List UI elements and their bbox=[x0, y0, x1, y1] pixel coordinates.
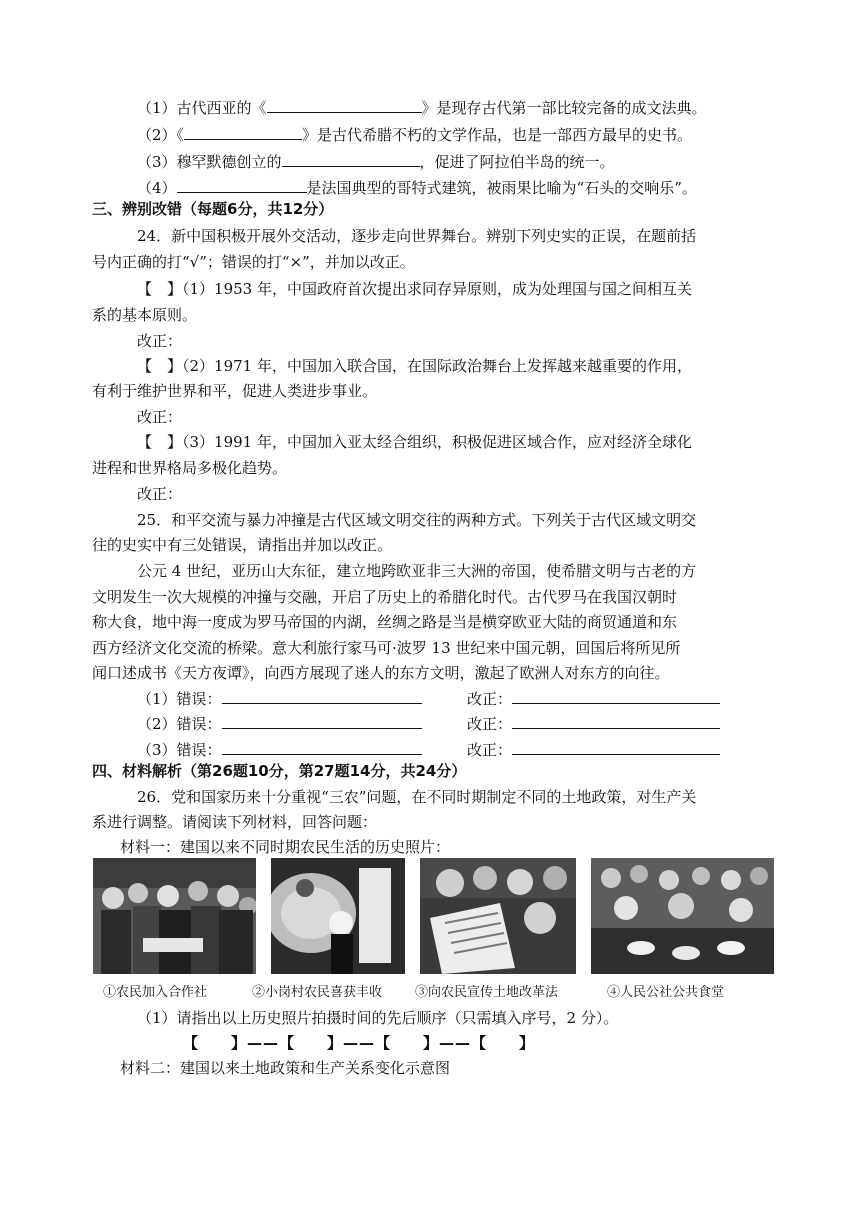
q23-line-3 bbox=[137, 152, 615, 172]
photo-caption-4: ④人民公社公共食堂 bbox=[607, 985, 725, 1000]
material-1-label: 材料一：建国以来不同时期农民生活的历史照片： bbox=[120, 838, 451, 856]
q23-l2-text-a: （2）《 bbox=[137, 126, 185, 144]
material-2-label: 材料二：建国以来土地政策和生产关系变化示意图 bbox=[120, 1059, 451, 1077]
q25-fix-row bbox=[467, 714, 720, 734]
photo-cooperative bbox=[93, 858, 256, 974]
fix-label: 改正： bbox=[467, 741, 513, 759]
q23-line-4 bbox=[137, 178, 697, 198]
answer-blank[interactable] bbox=[177, 178, 307, 193]
photo-xiaogang-harvest bbox=[271, 858, 405, 974]
q24-intro-2: 号内正确的打“√”；错误的打“×”，并加以改正。 bbox=[92, 253, 415, 271]
q26-intro-2: 系进行调整。请阅读下列材料，回答问题： bbox=[92, 813, 378, 831]
q24-item-1-cont: 系的基本原则。 bbox=[92, 306, 198, 324]
q23-line-2 bbox=[137, 125, 692, 145]
photo-caption-2: ②小岗村农民喜获丰收 bbox=[252, 985, 383, 1000]
q26-intro-1: 26．党和国家历来十分重视“三农”问题，在不同时期制定不同的土地政策，对生产关 bbox=[137, 788, 697, 806]
q24-item-2-cont: 有利于维护世界和平，促进人类进步事业。 bbox=[92, 382, 378, 400]
q23-l2-text-b: 》是古代希腊不朽的文学作品，也是一部西方最早的史书。 bbox=[302, 126, 693, 144]
q23-l1-text-b: 》是现存古代第一部比较完备的成文法典。 bbox=[421, 99, 707, 117]
answer-blank[interactable] bbox=[184, 125, 302, 140]
fix-blank[interactable] bbox=[512, 714, 720, 729]
fix-blank[interactable] bbox=[512, 740, 720, 755]
q24-correct-label: 改正： bbox=[137, 408, 183, 426]
answer-blank[interactable] bbox=[267, 98, 422, 113]
q23-l4-text-a: （4） bbox=[137, 179, 177, 197]
q24-correct-label: 改正： bbox=[137, 485, 183, 503]
fix-blank[interactable] bbox=[512, 689, 720, 704]
error-label: （3）错误： bbox=[137, 741, 222, 759]
q25-passage-4: 西方经济文化交流的桥梁。意大利旅行家马可·波罗 13 世纪来中国元朝，回国后将所见所 bbox=[92, 639, 681, 657]
error-blank[interactable] bbox=[222, 689, 422, 704]
photo-caption-1: ①农民加入合作社 bbox=[103, 985, 208, 1000]
q25-answer-row bbox=[137, 714, 422, 734]
q25-passage-5: 闻口述成书《天方夜谭》，向西方展现了迷人的东方文明，激起了欧洲人对东方的向往。 bbox=[92, 664, 670, 682]
photo-caption-3: ③向农民宣传土地改革法 bbox=[415, 985, 559, 1000]
q24-item-3-cont: 进程和世界格局多极化趋势。 bbox=[92, 459, 288, 477]
q25-passage-2: 文明发生一次大规模的冲撞与交融，开启了历史上的希腊化时代。古代罗马在我国汉朝时 bbox=[92, 588, 678, 606]
error-blank[interactable] bbox=[222, 714, 422, 729]
error-blank[interactable] bbox=[222, 740, 422, 755]
error-label: （1）错误： bbox=[137, 690, 222, 708]
q25-intro-2: 往的史实中有三处错误，请指出并加以改正。 bbox=[92, 536, 393, 554]
error-label: （2）错误： bbox=[137, 715, 222, 733]
q25-fix-row bbox=[467, 740, 720, 760]
fix-label: 改正： bbox=[467, 690, 513, 708]
q23-line-1 bbox=[137, 98, 707, 118]
q23-l3-text-a: （3）穆罕默德创立的 bbox=[137, 153, 282, 171]
q25-intro-1: 25．和平交流与暴力冲撞是古代区域文明交往的两种方式。下列关于古代区域文明交 bbox=[137, 511, 697, 529]
q25-fix-row bbox=[467, 689, 720, 709]
q24-intro-1: 24．新中国积极开展外交活动，逐步走向世界舞台。辨别下列史实的正误，在题前括 bbox=[137, 227, 697, 245]
section-4-title: 四、材料解析（第26题10分，第27题14分，共24分） bbox=[92, 762, 467, 780]
order-answer-row[interactable]: 【 】——【 】——【 】——【 】 bbox=[183, 1034, 536, 1052]
q23-l4-text-b: 是法国典型的哥特式建筑，被雨果比喻为“石头的交响乐”。 bbox=[306, 179, 697, 197]
q23-l1-text-a: （1）古代西亚的《 bbox=[137, 99, 267, 117]
section-3-title: 三、辨别改错（每题6分，共12分） bbox=[92, 200, 334, 218]
q25-passage-3: 称大食，地中海一度成为罗马帝国的内湖，丝绸之路是当是横穿欧亚大陆的商贸通道和东 bbox=[92, 613, 678, 631]
q25-answer-row bbox=[137, 689, 422, 709]
q23-l3-text-b: ，促进了阿拉伯半岛的统一。 bbox=[419, 153, 615, 171]
q24-correct-label: 改正： bbox=[137, 332, 183, 350]
photo-land-reform-propaganda bbox=[420, 858, 576, 974]
photo-commune-canteen bbox=[591, 858, 774, 974]
fix-label: 改正： bbox=[467, 715, 513, 733]
q25-passage-1: 公元 4 世纪，亚历山大东征，建立地跨欧亚非三大洲的帝国，使希腊文明与古老的方 bbox=[137, 562, 697, 580]
q24-item-1: 【 】（1）1953 年，中国政府首次提出求同存异原则，成为处理国与国之间相互关 bbox=[137, 280, 692, 298]
q26-sub-1: （1）请指出以上历史照片拍摄时间的先后顺序（只需填入序号，2 分）。 bbox=[137, 1009, 619, 1027]
answer-blank[interactable] bbox=[282, 152, 420, 167]
q24-item-2: 【 】（2）1971 年，中国加入联合国，在国际政治舞台上发挥越来越重要的作用， bbox=[137, 357, 692, 375]
q24-item-3: 【 】（3）1991 年，中国加入亚太经合组织，积极促进区域合作，应对经济全球化 bbox=[137, 433, 692, 451]
q25-answer-row bbox=[137, 740, 422, 760]
